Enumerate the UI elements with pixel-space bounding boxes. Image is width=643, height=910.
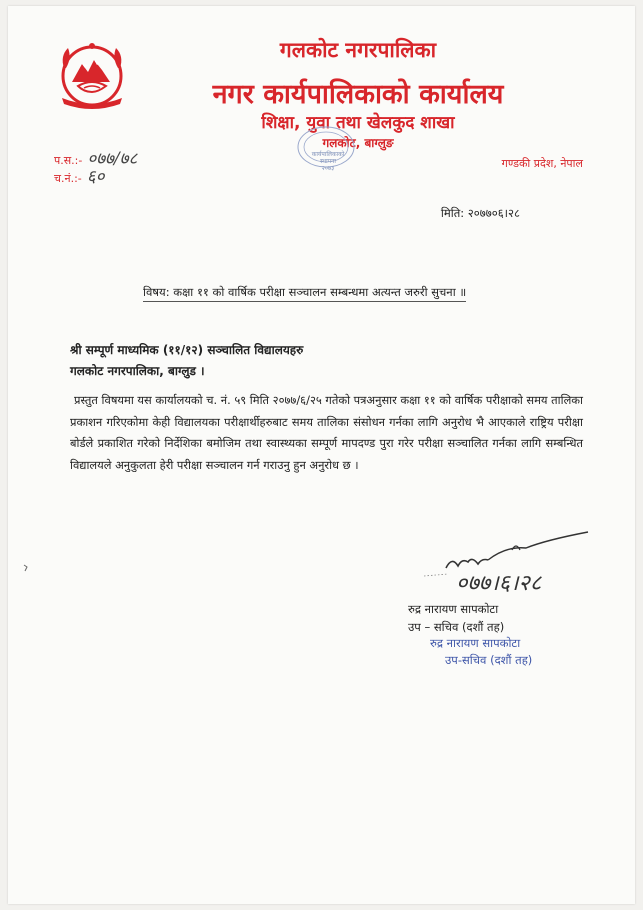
handwritten-signature-icon [416, 528, 596, 598]
cn-label: च.नं.:- [54, 172, 82, 185]
seal-line-2: स्थापना [320, 158, 336, 165]
seal-line-3: २०७३ [321, 165, 335, 172]
letter-page [8, 6, 635, 904]
scan-speck-icon [23, 564, 28, 572]
recipient-line-2: गलकोट नगरपालिका, बाग्लुड । [70, 364, 205, 378]
letter-body: प्रस्तुत विषयमा यस कार्यालयको च. नं. ५९ मिति २०७७/६/२५ गतेको पत्रअनुसार कक्षा ११ को वार्षिक परीक्षाको समय तालिका प्रकाशन गरिएकोमा केही विद्यालयका परीक्षार्थीहरुबाट समय तालिका संसोधन गर्नका लागि अनुरोध भै आएकाले राष्ट्रिय परीक्षा बोर्डले प्रकाशित गरेको निर्देशिका बमोजिम तथा स्वास्थ्यका सम्पूर्ण मापदण्ड पुरा गरेर परीक्षा सञ्चालित गर्नका लागि सम्बन्धित विद्यालयले अनुकुलता हेरी परीक्षा सञ्चालन गर्न गराउनु हुन अनुरोध छ । [70, 393, 583, 472]
signatory-title: उप – सचिव (दशौं तह) [408, 620, 505, 634]
nepal-emblem-icon [54, 38, 130, 110]
letter-subject [143, 285, 466, 302]
cn-value-handwritten: ६० [86, 167, 105, 187]
signature-date: ०७७।६।२८ [456, 571, 542, 596]
reference-cn [54, 164, 104, 187]
seal-text [308, 151, 348, 172]
ps-value-handwritten: ०७७/७८ [87, 149, 138, 169]
date-value: २०७७०६।२८ [467, 206, 520, 220]
municipality-name: गलकोट नगरपालिका [279, 38, 437, 62]
section-name: शिक्षा, युवा तथा खेलकुद शाखा [261, 113, 455, 133]
subject-label: विषय: [143, 285, 170, 299]
stamp-name: रुद्र नारायण सापकोटा [430, 636, 521, 650]
seal-line-1: कार्यपालिकाको [311, 151, 345, 158]
letter-date [441, 206, 520, 221]
subject-text: कक्षा ११ को वार्षिक परीक्षा सञ्चालन सम्बन्धमा अत्यन्त जरुरी सुचना ॥ [173, 285, 467, 299]
ps-label: प.स.:- [54, 154, 83, 167]
office-name: नगर कार्यपालिकाको कार्यालय [212, 79, 504, 110]
recipient-line-1: श्री सम्पूर्ण माध्यमिक (११/१२) सञ्चालित विद्यालयहरु [70, 343, 304, 357]
province-label: गण्डकी प्रदेश, नेपाल [501, 157, 583, 170]
stamp-title: उप-सचिव (दशौं तह) [445, 653, 533, 667]
signatory-name: रुद्र नारायण सापकोटा [408, 602, 499, 616]
date-label: मिति: [440, 206, 465, 220]
office-location: गलकोट, बाग्लुङ [322, 136, 394, 150]
